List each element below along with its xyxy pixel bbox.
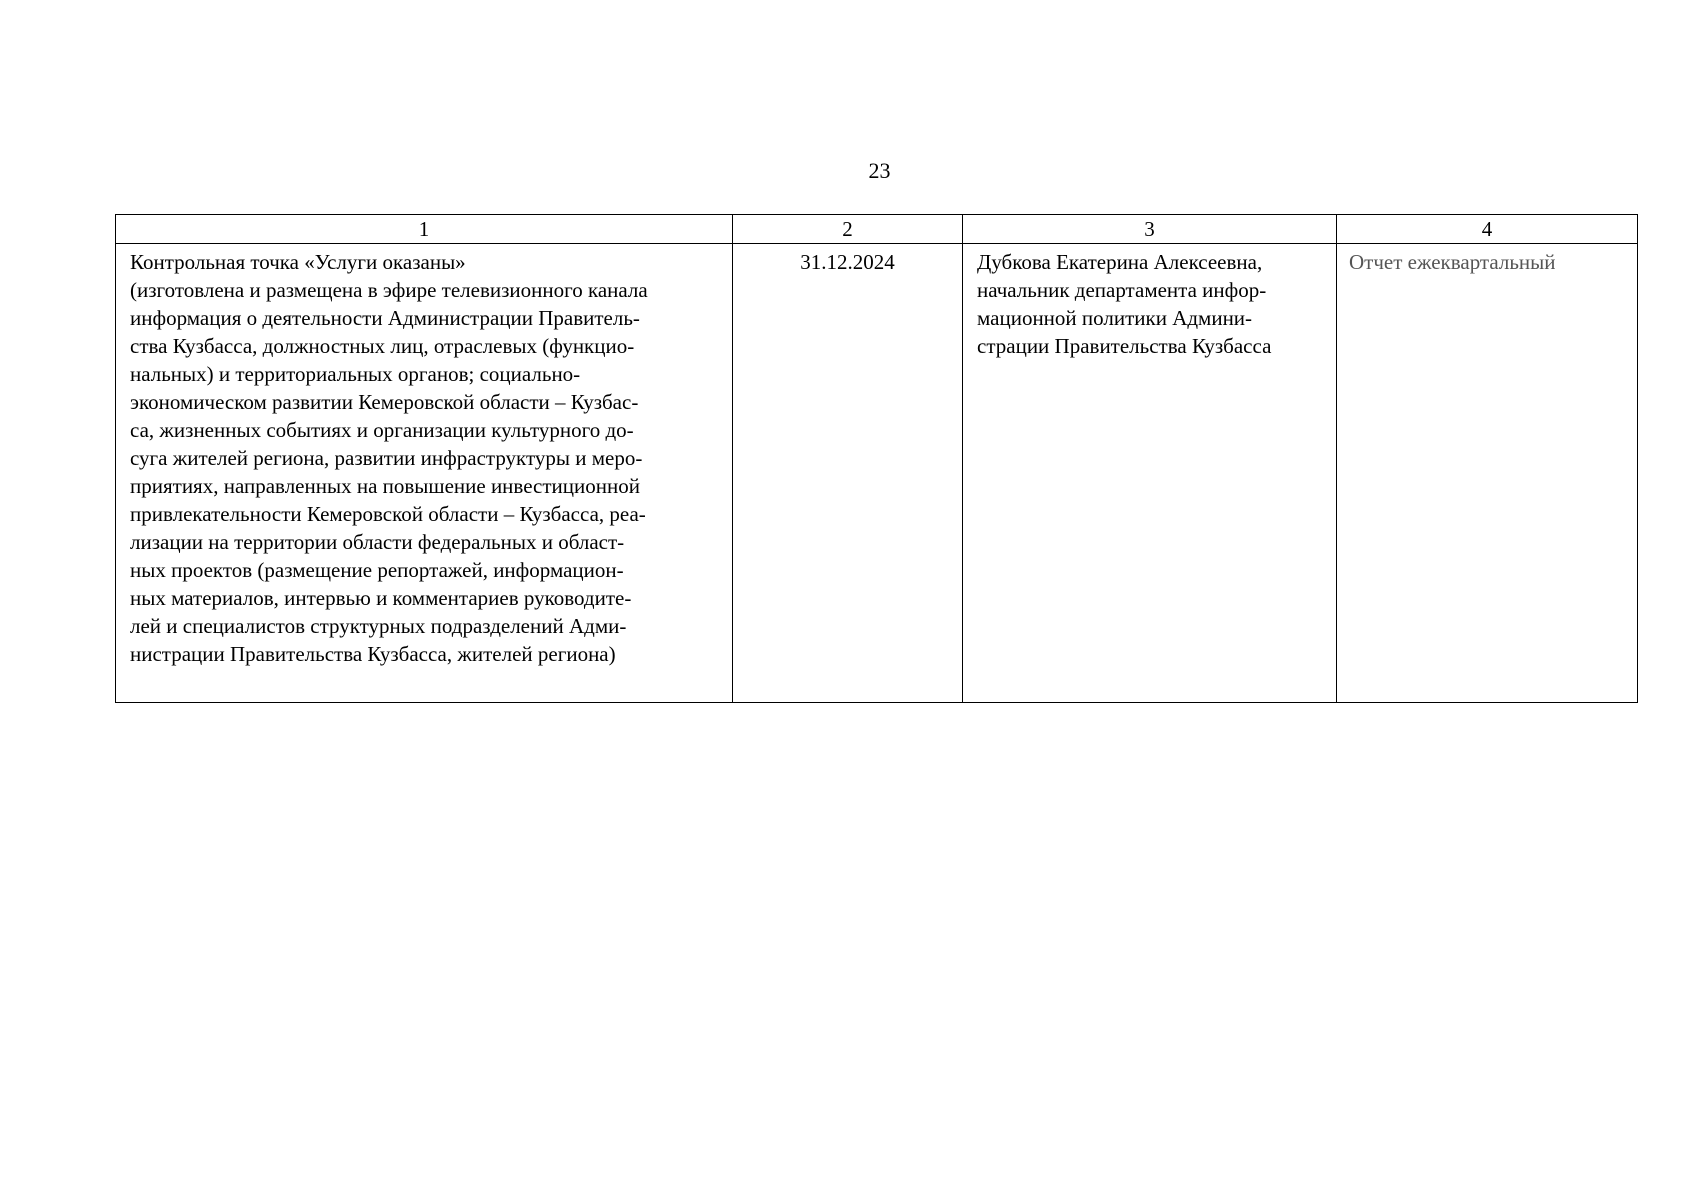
column-header-2: 2 [733, 215, 963, 244]
deadline-date: 31.12.2024 [800, 250, 895, 274]
control-point-table [115, 214, 1638, 703]
description-cell [116, 244, 733, 703]
control-point-description: Контрольная точка «Услуги оказаны» (изготовлена и размещена в эфире телевизионного канала информация о деятельности Администрации Правитель- ства Кузбасса, должностных лиц, отраслевых (функцио- нальных) и территориальных органов; социально- экономическом развитии Кемеровской области – Кузбас- са, жизненных событиях и организации культурного до- суга жителей региона, развитии инфраструктуры и меро- приятиях, направленных на повышение инвестиционной привлекательности Кемеровской области – Кузбасса, реа- лизации на территории области федеральных и област- ных проектов (размещение репортажей, информацион- ных материалов, интервью и комментариев руководите- лей и специалистов структурных подразделений Адми- нистрации Правительства Кузбасса, жителей региона) [130, 250, 648, 666]
responsible-person: Дубкова Екатерина Алексеевна, начальник департамента инфор- мационной политики Админи- страции Правительства Кузбасса [977, 250, 1272, 358]
column-header-3: 3 [963, 215, 1337, 244]
column-header-1: 1 [116, 215, 733, 244]
table-header-row [116, 215, 1638, 244]
report-cell [1337, 244, 1638, 703]
column-header-4: 4 [1337, 215, 1638, 244]
table-row [116, 244, 1638, 703]
date-cell [733, 244, 963, 703]
responsible-cell [963, 244, 1337, 703]
report-type: Отчет ежеквартальный [1349, 250, 1556, 274]
page-number: 23 [868, 158, 891, 183]
